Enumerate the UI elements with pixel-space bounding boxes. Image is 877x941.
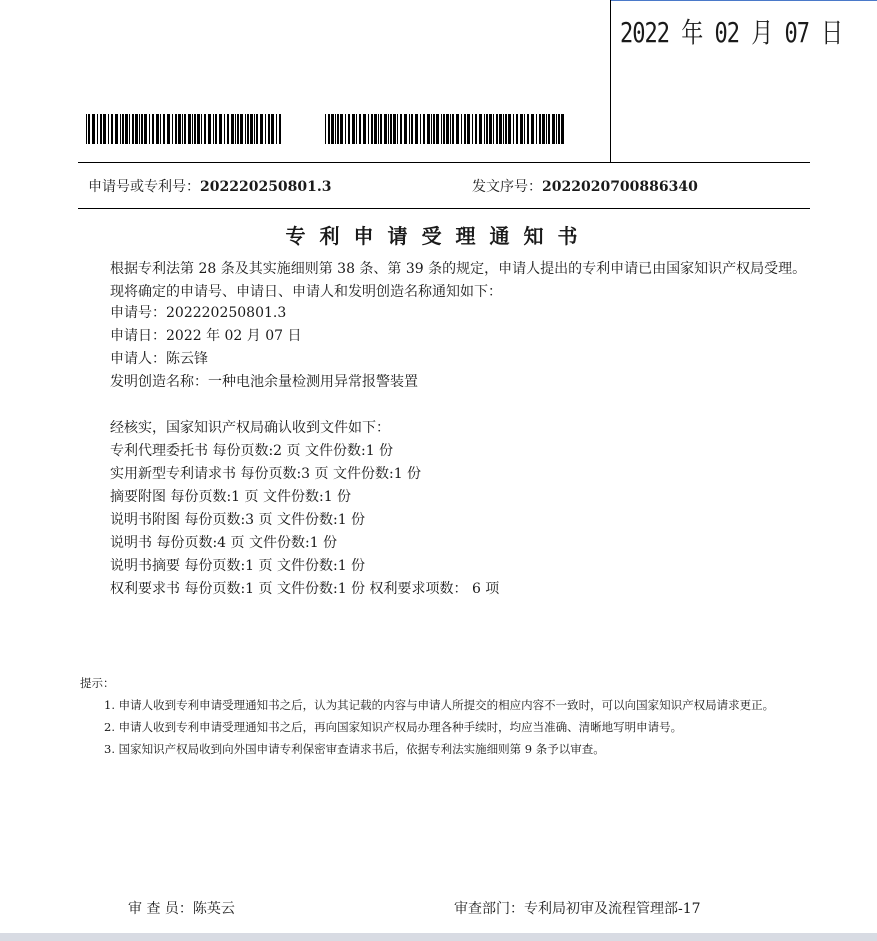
file-item: 说明书摘要 每份页数:1 页 文件份数:1 份 xyxy=(110,558,366,574)
note-item: 3. 国家知识产权局收到向外国申请专利保密审查请求书后，依据专利法实施细则第 9 条予以审查。 xyxy=(104,742,605,756)
file-item: 实用新型专利请求书 每份页数:3 页 文件份数:1 份 xyxy=(110,466,422,482)
intro-paragraph xyxy=(80,258,810,304)
document-title: 专利申请受理通知书 xyxy=(285,224,592,248)
barcode-right xyxy=(325,114,565,144)
examining-department: 审查部门：专利局初审及流程管理部-17 xyxy=(454,901,701,917)
field-applicant: 申请人：陈云锋 xyxy=(110,351,208,367)
header-vertical-divider xyxy=(610,0,611,162)
application-number-value: 202220250801.3 xyxy=(200,179,332,195)
examiner: 审 查 员：陈英云 xyxy=(128,901,235,917)
verified-intro: 经核实，国家知识产权局确认收到文件如下： xyxy=(110,420,390,436)
note-item: 1. 申请人收到专利申请受理通知书之后，认为其记载的内容与申请人所提交的相应内容不一致时，可以向国家知识产权局请求更正。 xyxy=(104,698,775,712)
intro-text: 根据专利法第 28 条及其实施细则第 38 条、第 39 条的规定，申请人提出的专利申请已由国家知识产权局受理。现将确定的申请号、申请日、申请人和发明创造名称通知如下： xyxy=(110,261,807,300)
dispatch-number-label: 发文序号： xyxy=(472,179,542,195)
file-item: 说明书 每份页数:4 页 文件份数:1 份 xyxy=(110,535,338,551)
dispatch-number-value: 2022020700886340 xyxy=(542,179,698,195)
field-invention-name: 发明创造名称：一种电池余量检测用异常报警装置 xyxy=(110,374,418,390)
note-item: 2. 申请人收到专利申请受理通知书之后，再向国家知识产权局办理各种手续时，均应当准确、清晰地写明申请号。 xyxy=(104,720,683,734)
dispatch-number xyxy=(472,176,698,196)
field-application-date: 申请日：2022 年 02 月 07 日 xyxy=(110,328,302,344)
bottom-bar xyxy=(0,933,877,941)
date-stamp: 2022 年 02 月 07 日 xyxy=(620,18,843,50)
notes-heading: 提示： xyxy=(80,676,115,690)
application-number-label: 申请号或专利号： xyxy=(88,179,200,195)
application-number xyxy=(88,176,332,196)
header-divider-top xyxy=(78,162,810,163)
file-item: 说明书附图 每份页数:3 页 文件份数:1 份 xyxy=(110,512,366,528)
file-item: 专利代理委托书 每份页数:2 页 文件份数:1 份 xyxy=(110,443,394,459)
notes-section xyxy=(80,672,815,760)
header-divider-bottom xyxy=(78,208,810,209)
file-item: 摘要附图 每份页数:1 页 文件份数:1 份 xyxy=(110,489,352,505)
barcode-left xyxy=(86,114,283,144)
file-item: 权利要求书 每份页数:1 页 文件份数:1 份 权利要求项数： 6 项 xyxy=(110,581,500,597)
page-corner-border xyxy=(610,0,877,6)
field-application-no: 申请号：202220250801.3 xyxy=(110,305,287,321)
